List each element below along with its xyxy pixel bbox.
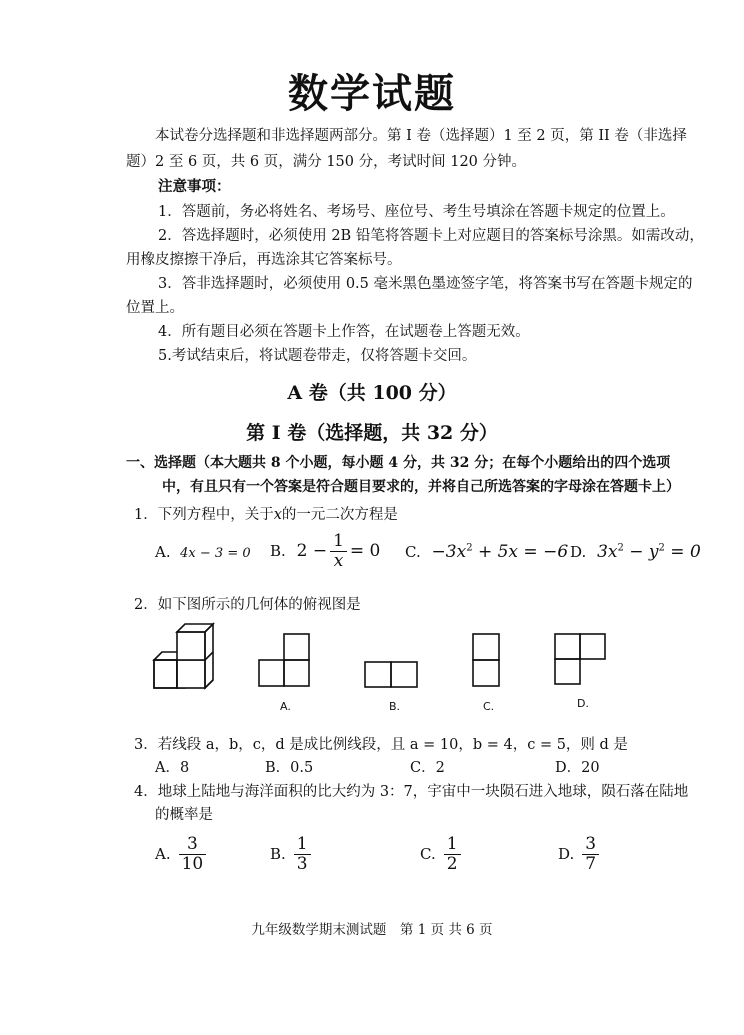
q1-option-b: B. 2 − $\frac{1}{x}$ = 0 (270, 531, 381, 571)
note-5: 5.考试结束后，将试题卷带走，仅将答题卡交回。 (158, 348, 477, 364)
q2-label-b: B. (389, 700, 401, 713)
note-3a: 3．答非选择题时，必须使用 0.5 毫米黑色墨迹签字笔，将答案书写在答题卡规定的 (158, 276, 693, 292)
page-footer: 九年级数学期末测试题 第 1 页 共 6 页 (251, 922, 493, 938)
q1-option-a: A. 4x − 3 = 0 (155, 543, 251, 561)
intro-line-2: 题）2 至 6 页，共 6 页，满分 150 分，考试时间 120 分钟。 (126, 154, 527, 170)
view-option-b (365, 662, 417, 687)
view-option-a (259, 634, 309, 686)
q1-option-d: D. $3x^2 - y^2 = 0$ (570, 542, 701, 562)
q3-stem: 3．若线段 a，b，c，d 是成比例线段，且 a = 10，b = 4，c = 5，则 d 是 (134, 737, 628, 753)
page-title: 数学试题 (288, 71, 456, 117)
note-3b: 位置上。 (126, 300, 184, 316)
note-2a: 2．答选择题时，必须使用 2B 铅笔将答题卡上对应题目的答案标号涂黑。如需改动， (158, 228, 704, 244)
q2-label-a: A. (280, 700, 291, 713)
mc-heading-line-1: 一、选择题（本大题共 8 个小题，每小题 4 分，共 32 分；在每个小题给出的四个选项 (126, 455, 671, 471)
note-1: 1．答题前，务必将姓名、考场号、座位号、考生号填涂在答题卡规定的位置上。 (158, 204, 675, 220)
q1-stem: 1．下列方程中，关于x的一元二次方程是 (134, 507, 398, 523)
q4-option-b: B. $\frac{1}{3}$ (270, 835, 314, 873)
mc-heading-line-2: 中，有且只有一个答案是符合题目要求的，并将自己所选答案的字母涂在答题卡上） (162, 479, 680, 495)
solid-cubes-figure (154, 624, 213, 688)
q4-option-c: C. $\frac{1}{2}$ (420, 835, 464, 873)
view-option-d (555, 634, 605, 684)
note-4: 4．所有题目必须在答题卡上作答，在试题卷上答题无效。 (158, 324, 530, 340)
note-2b: 用橡皮擦擦干净后，再选涂其它答案标号。 (126, 252, 402, 268)
q1-option-c: C. $-3x^2 + 5x = -6$ (405, 542, 569, 562)
notes-heading: 注意事项： (158, 179, 231, 195)
q2-stem: 2．如下图所示的几何体的俯视图是 (134, 597, 361, 613)
q3-option-a: A．8 (155, 760, 190, 776)
part1-heading: 第 I 卷（选择题，共 32 分） (246, 422, 498, 444)
q4-stem-line-2: 的概率是 (155, 807, 213, 823)
q4-stem-line-1: 4．地球上陆地与海洋面积的比大约为 3：7，宇宙中一块陨石进入地球，陨石落在陆地 (134, 784, 689, 800)
q3-option-d: D．20 (555, 760, 600, 776)
q4-option-d: D. $\frac{3}{7}$ (558, 835, 602, 873)
q3-option-c: C．2 (410, 760, 445, 776)
view-option-c (473, 634, 499, 686)
q3-option-b: B．0.5 (265, 760, 314, 776)
section-a-heading: A 卷（共 100 分） (287, 382, 457, 404)
q2-label-d: D. (577, 697, 589, 710)
q2-label-c: C. (483, 700, 495, 713)
q2-figures (150, 622, 620, 722)
intro-line-1: 本试卷分选择题和非选择题两部分。第 I 卷（选择题）1 至 2 页，第 II 卷（非选择 (155, 128, 687, 144)
q4-option-a: A. $\frac{3}{10}$ (155, 835, 209, 873)
